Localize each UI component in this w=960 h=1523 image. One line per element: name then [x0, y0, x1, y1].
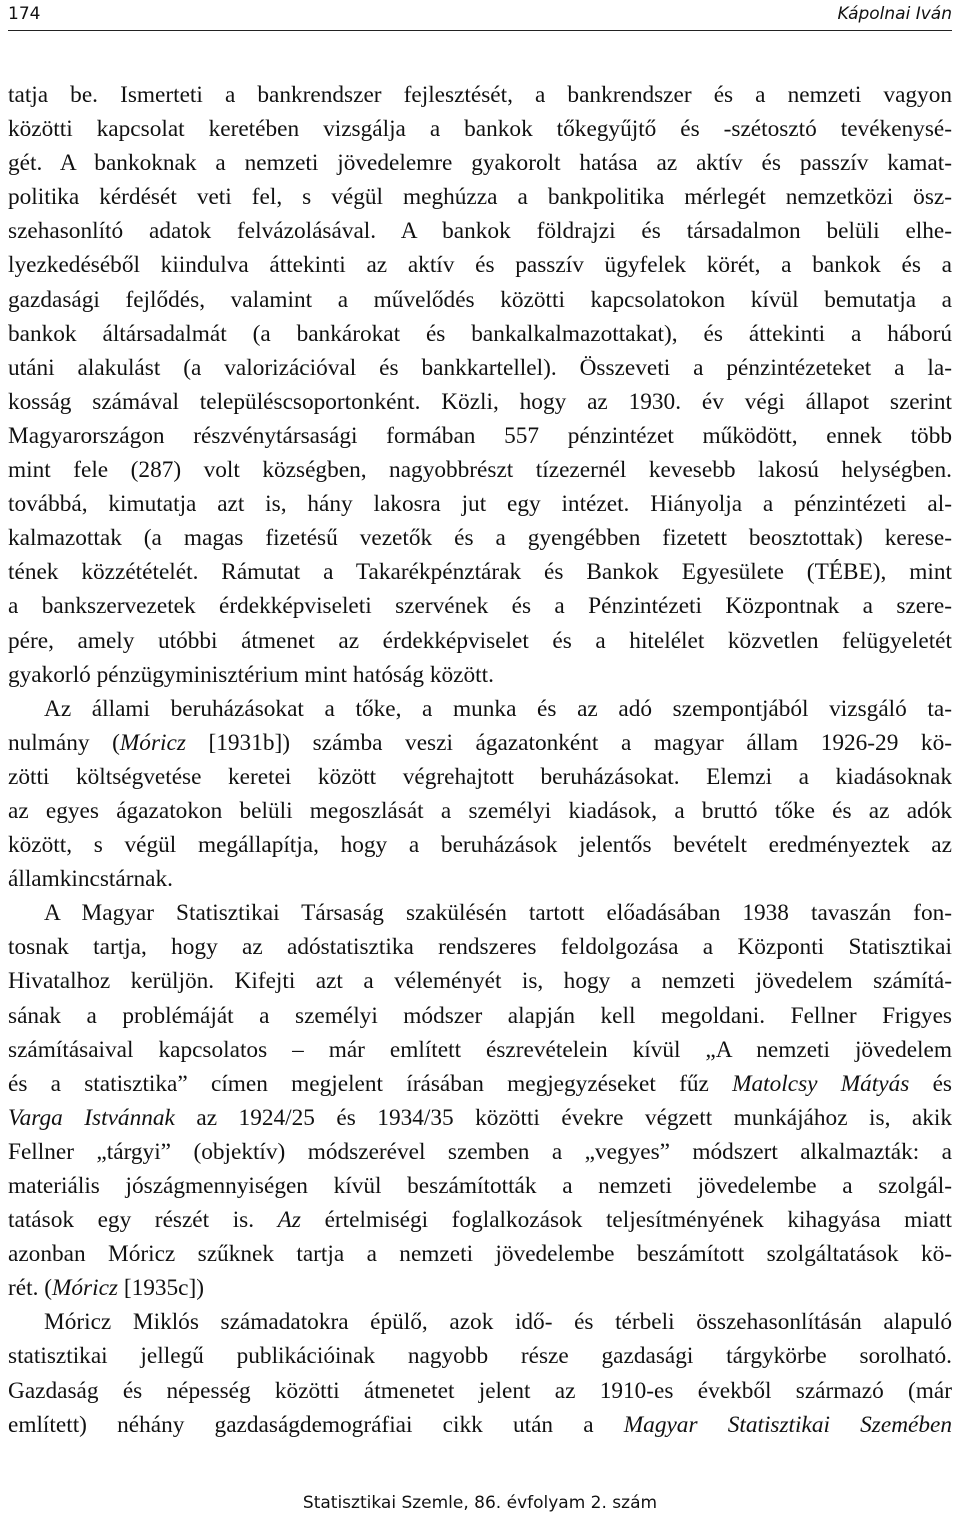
text-line	[8, 1203, 952, 1237]
page-footer: Statisztikai Szemle, 86. évfolyam 2. szám	[302, 1493, 658, 1513]
text-line	[8, 1374, 952, 1408]
text-line	[8, 1135, 952, 1169]
text-segment: rét. (	[8, 1275, 52, 1302]
text-segment: statisztikai jellegű publikációinak nagyobb része gazdasági tárgykörbe sorolható.	[8, 1343, 952, 1370]
text-segment: nulmány (	[8, 729, 120, 756]
text-segment: az 1924/25 és 1934/35 közötti évekre végzett munkájához is, akik	[174, 1104, 952, 1131]
text-line	[8, 317, 952, 351]
text-line	[8, 896, 952, 930]
text-segment: tosnak tartja, hogy az adóstatisztika rendszeres feldolgozása a Központi Statisztikai	[8, 934, 952, 961]
text-segment: Magyarországon részvénytársasági formában 557 pénzintézet működött, ennek több	[8, 422, 952, 449]
text-line	[8, 1033, 952, 1067]
text-segment: az egyes ágazatokon belüli megoszlását a személyi kiadások, a bruttó tőke és az adók	[8, 797, 952, 824]
text-line	[8, 146, 952, 180]
text-segment: utáni alakulást (a valorizációval és bankkartellel). Összeveti a pénzintézeteket a la-	[8, 354, 952, 381]
text-segment: kalmazottak (a magas fizetésű vezetők és a gyengébben fizetett beosztottak) kerese-	[8, 525, 952, 552]
text-line	[8, 692, 952, 726]
text-segment: tatja be. Ismerteti a bankrendszer fejlesztését, a bankrendszer és a nemzeti vagyon	[8, 82, 952, 108]
text-line	[8, 555, 952, 589]
text-segment: továbbá, kimutatja azt is, hány lakosra jut egy intézet. Hiányolja a pénzintézeti al-	[8, 491, 952, 518]
text-line	[8, 1408, 952, 1442]
italic-text: Matolcsy Mátyás	[732, 1070, 910, 1097]
text-line	[8, 624, 952, 658]
text-line	[8, 419, 952, 453]
text-segment: zötti költségvetése keretei között végrehajtott beruházásokat. Elemzi a kiadásoknak	[8, 763, 952, 790]
text-segment: a bankszervezetek érdekképviseleti szervének és a Pénzintézeti Központnak a szere-	[8, 593, 952, 620]
text-line	[8, 351, 952, 385]
text-line	[8, 1169, 952, 1203]
italic-text: Magyar Statisztikai Szemében	[623, 1411, 952, 1438]
text-line	[8, 726, 952, 760]
text-segment: pére, amely utóbbi átmenet az érdekképviselet és a hitelélet közvetlen felügyeletét	[8, 627, 952, 654]
text-segment: Hivatalhoz kerüljön. Kifejti azt a véleményét is, hogy a nemzeti jövedelem számítá-	[8, 968, 952, 995]
text-segment: említett) néhány gazdaságdemográfiai cikk után a	[8, 1411, 624, 1438]
text-segment: gazdasági fejlődés, valamint a művelődés közötti kapcsolatokon kívül bemutatja a	[8, 286, 952, 313]
text-segment: A Magyar Statisztikai Társaság szakülésén tartott előadásában 1938 tavaszán fon-	[44, 900, 952, 927]
text-segment: szehasonlító adatok felvázolásával. A bankok földrajzi és társadalmon belüli elhe-	[8, 218, 952, 245]
text-line	[8, 794, 952, 828]
text-line	[8, 487, 952, 521]
text-segment: Fellner „tárgyi” (objektív) módszerével szemben a „vegyes” módszert alkalmazták: a	[8, 1138, 952, 1165]
page-header	[8, 0, 952, 31]
text-line	[8, 999, 952, 1033]
text-line	[8, 1305, 952, 1339]
text-segment: Az állami beruházásokat a tőke, a munka és az adó szempontjából vizsgáló ta-	[44, 695, 952, 722]
italic-text: Az	[277, 1207, 301, 1234]
text-line	[8, 248, 952, 282]
text-line	[8, 78, 952, 112]
text-segment: Móricz Miklós számadatokra épülő, azok idő- és térbeli összehasonlításán alapuló	[44, 1309, 952, 1336]
text-segment: államkincstárnak.	[8, 866, 173, 893]
text-line	[8, 112, 952, 146]
text-segment: materiális jószágmennyiségen kívül beszámították a nemzeti jövedelembe a szolgál-	[8, 1173, 952, 1199]
text-line	[8, 1237, 952, 1271]
text-line	[8, 521, 952, 555]
text-line	[8, 1067, 952, 1101]
text-line	[8, 930, 952, 964]
text-line	[8, 964, 952, 998]
text-line	[8, 862, 952, 896]
text-segment: politika kérdését veti fel, s végül meghúzza a bankpolitika mérlegét nemzetközi ösz-	[8, 184, 952, 211]
text-segment: és a statisztika” címen megjelent írásában megjegyzéseket fűz	[8, 1070, 733, 1097]
text-line	[8, 453, 952, 487]
text-segment: sának a problémáját a személyi módszer alapján kell megoldani. Fellner Frigyes	[8, 1002, 952, 1029]
body-text	[8, 78, 952, 1442]
text-segment: közötti kapcsolat keretében vizsgálja a bankok tőkegyűjtő és -szétosztó tevékenysé-	[8, 116, 952, 143]
text-segment: Gazdaság és népesség közötti átmenetet jelent az 1910-es évekből származó (már	[8, 1377, 952, 1404]
text-segment: között, s végül megállapítja, hogy a beruházások jelentős bevételt eredményeztek az	[8, 832, 952, 859]
text-segment: tatások egy részét is.	[8, 1207, 278, 1234]
text-segment: mint fele (287) volt községben, nagyobbrészt tízezernél kevesebb lakosú helységben.	[8, 457, 952, 484]
running-head-author: Kápolnai Iván	[837, 4, 952, 24]
text-line	[8, 760, 952, 794]
text-segment: gyakorló pénzügyminisztérium mint hatóság között.	[8, 661, 494, 688]
text-segment: [1935c])	[118, 1275, 205, 1302]
text-line	[8, 658, 952, 692]
text-line	[8, 1271, 952, 1305]
text-segment: tének közzétételét. Rámutat a Takarékpénztárak és Bankok Egyesülete (TÉBE), mint	[8, 559, 952, 586]
text-segment: gét. A bankoknak a nemzeti jövedelemre gyakorolt hatása az aktív és passzív kamat-	[8, 150, 952, 177]
text-line	[8, 589, 952, 623]
italic-text: Varga Istvánnak	[8, 1104, 175, 1131]
text-segment: azonban Móricz szűknek tartja a nemzeti jövedelembe beszámított szolgáltatások kö-	[8, 1241, 952, 1268]
page-number: 174	[8, 4, 41, 24]
text-segment: lyezkedéséből kiindulva áttekinti az aktív és passzív ügyfelek körét, a bankok és a	[8, 252, 952, 279]
text-segment: számításaival kapcsolatos – már említett észrevételein kívül „A nemzeti jövedelem	[8, 1036, 952, 1063]
text-line	[8, 180, 952, 214]
text-segment: és	[909, 1070, 952, 1097]
text-line	[8, 1339, 952, 1373]
text-segment: kosság számával településcsoportonként. Közli, hogy az 1930. év végi állapot szerint	[8, 388, 952, 415]
text-line	[8, 828, 952, 862]
text-segment: bankok áltársadalmát (a bankárokat és bankalkalmazottakat), és áttekinti a háború	[8, 320, 952, 347]
italic-text: Móricz	[119, 729, 186, 756]
italic-text: Móricz	[51, 1275, 118, 1302]
text-line	[8, 1101, 952, 1135]
text-segment: értelmiségi foglalkozások teljesítményének kihagyása miatt	[300, 1207, 952, 1234]
text-line	[8, 214, 952, 248]
text-segment: [1931b]) számba veszi ágazatonként a magyar állam 1926-29 kö-	[185, 729, 952, 756]
text-line	[8, 385, 952, 419]
text-line	[8, 283, 952, 317]
